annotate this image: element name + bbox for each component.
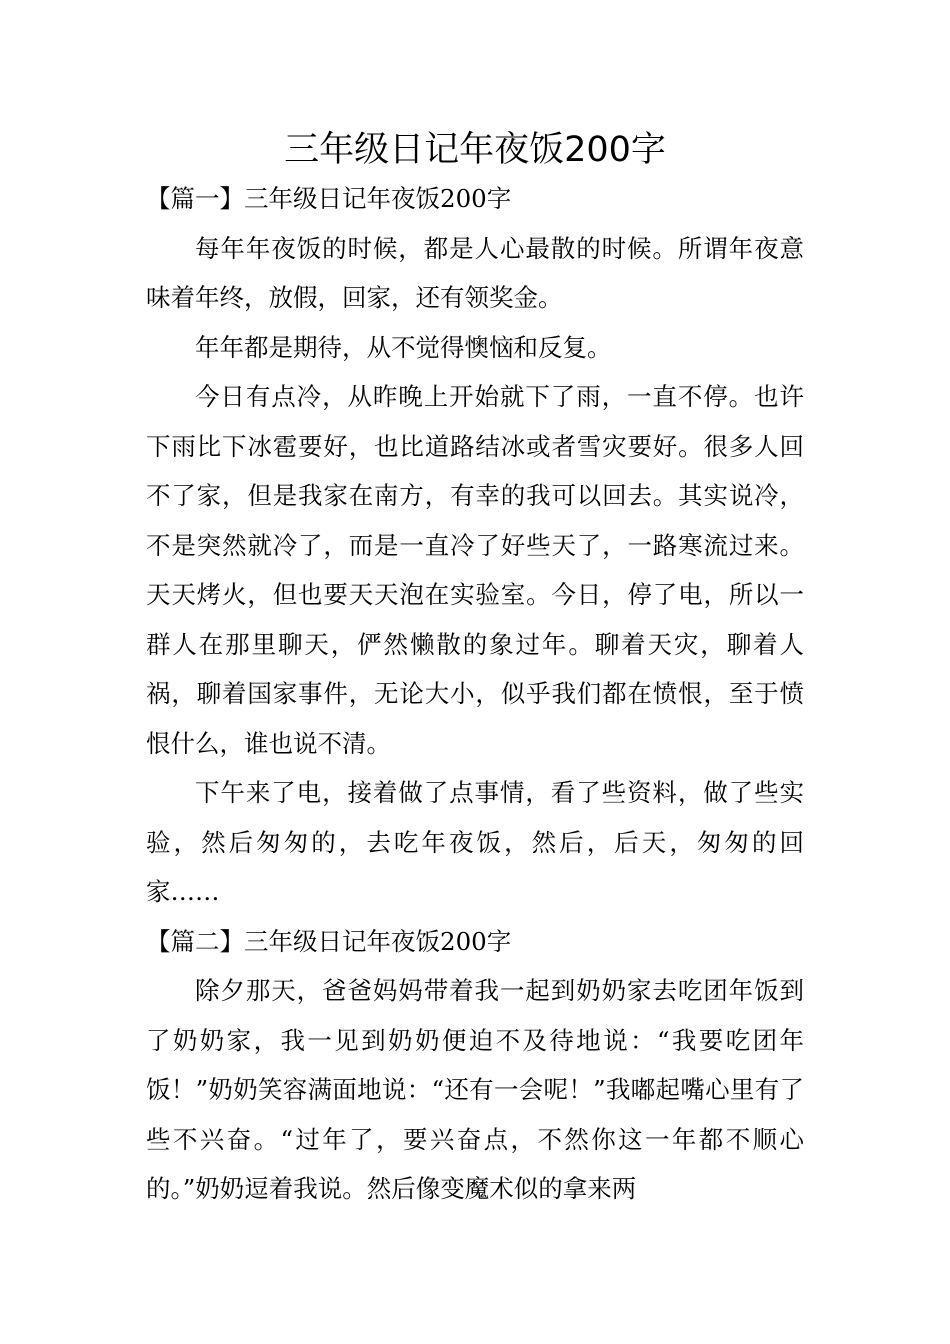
- section-heading: 【篇二】三年级日记年夜饭200字: [146, 926, 512, 956]
- section-2: [146, 917, 804, 1214]
- document-body: [146, 174, 804, 1214]
- paragraph: 年年都是期待，从不觉得懊恼和反复。: [195, 332, 612, 362]
- section-heading: 【篇一】三年级日记年夜饭200字: [146, 184, 512, 213]
- section-1: [146, 174, 804, 917]
- paragraph: 除夕那天，爸爸妈妈带着我一起到奶奶家去吃团年饭到了奶奶家，我一见到奶奶便迫不及待地说：“我要吃团年饭！”奶奶笑容满面地说：“还有一会呢！”我嘟起嘴心里有了些不兴奋。“过年了，要兴奋点，不然你这一年都不顺心的。”奶奶逗着我说。然后像变魔术似的拿来两: [146, 976, 804, 1203]
- paragraph: 今日有点冷，从昨晚上开始就下了雨，一直不停。也许下雨比下冰雹要好，也比道路结冰或者雪灾要好。很多人回不了家，但是我家在南方，有幸的我可以回去。其实说冷，不是突然就冷了，而是一直冷了好些天了，一路寒流过来。天天烤火，但也要天天泡在实验室。今日，停了电，所以一群人在那里聊天，俨然懒散的象过年。聊着天灾，聊着人祸，聊着国家事件，无论大小，似乎我们都在愤恨，至于愤恨什么，谁也说不清。: [146, 382, 804, 758]
- document-title: 三年级日记年夜饭200字: [284, 130, 666, 170]
- paragraph: 每年年夜饭的时候，都是人心最散的时候。所谓年夜意味着年终，放假，回家，还有领奖金。: [146, 233, 804, 312]
- paragraph: 下午来了电，接着做了点事情，看了些资料，做了些实验，然后匆匆的，去吃年夜饭，然后，后天，匆匆的回家……: [146, 778, 804, 906]
